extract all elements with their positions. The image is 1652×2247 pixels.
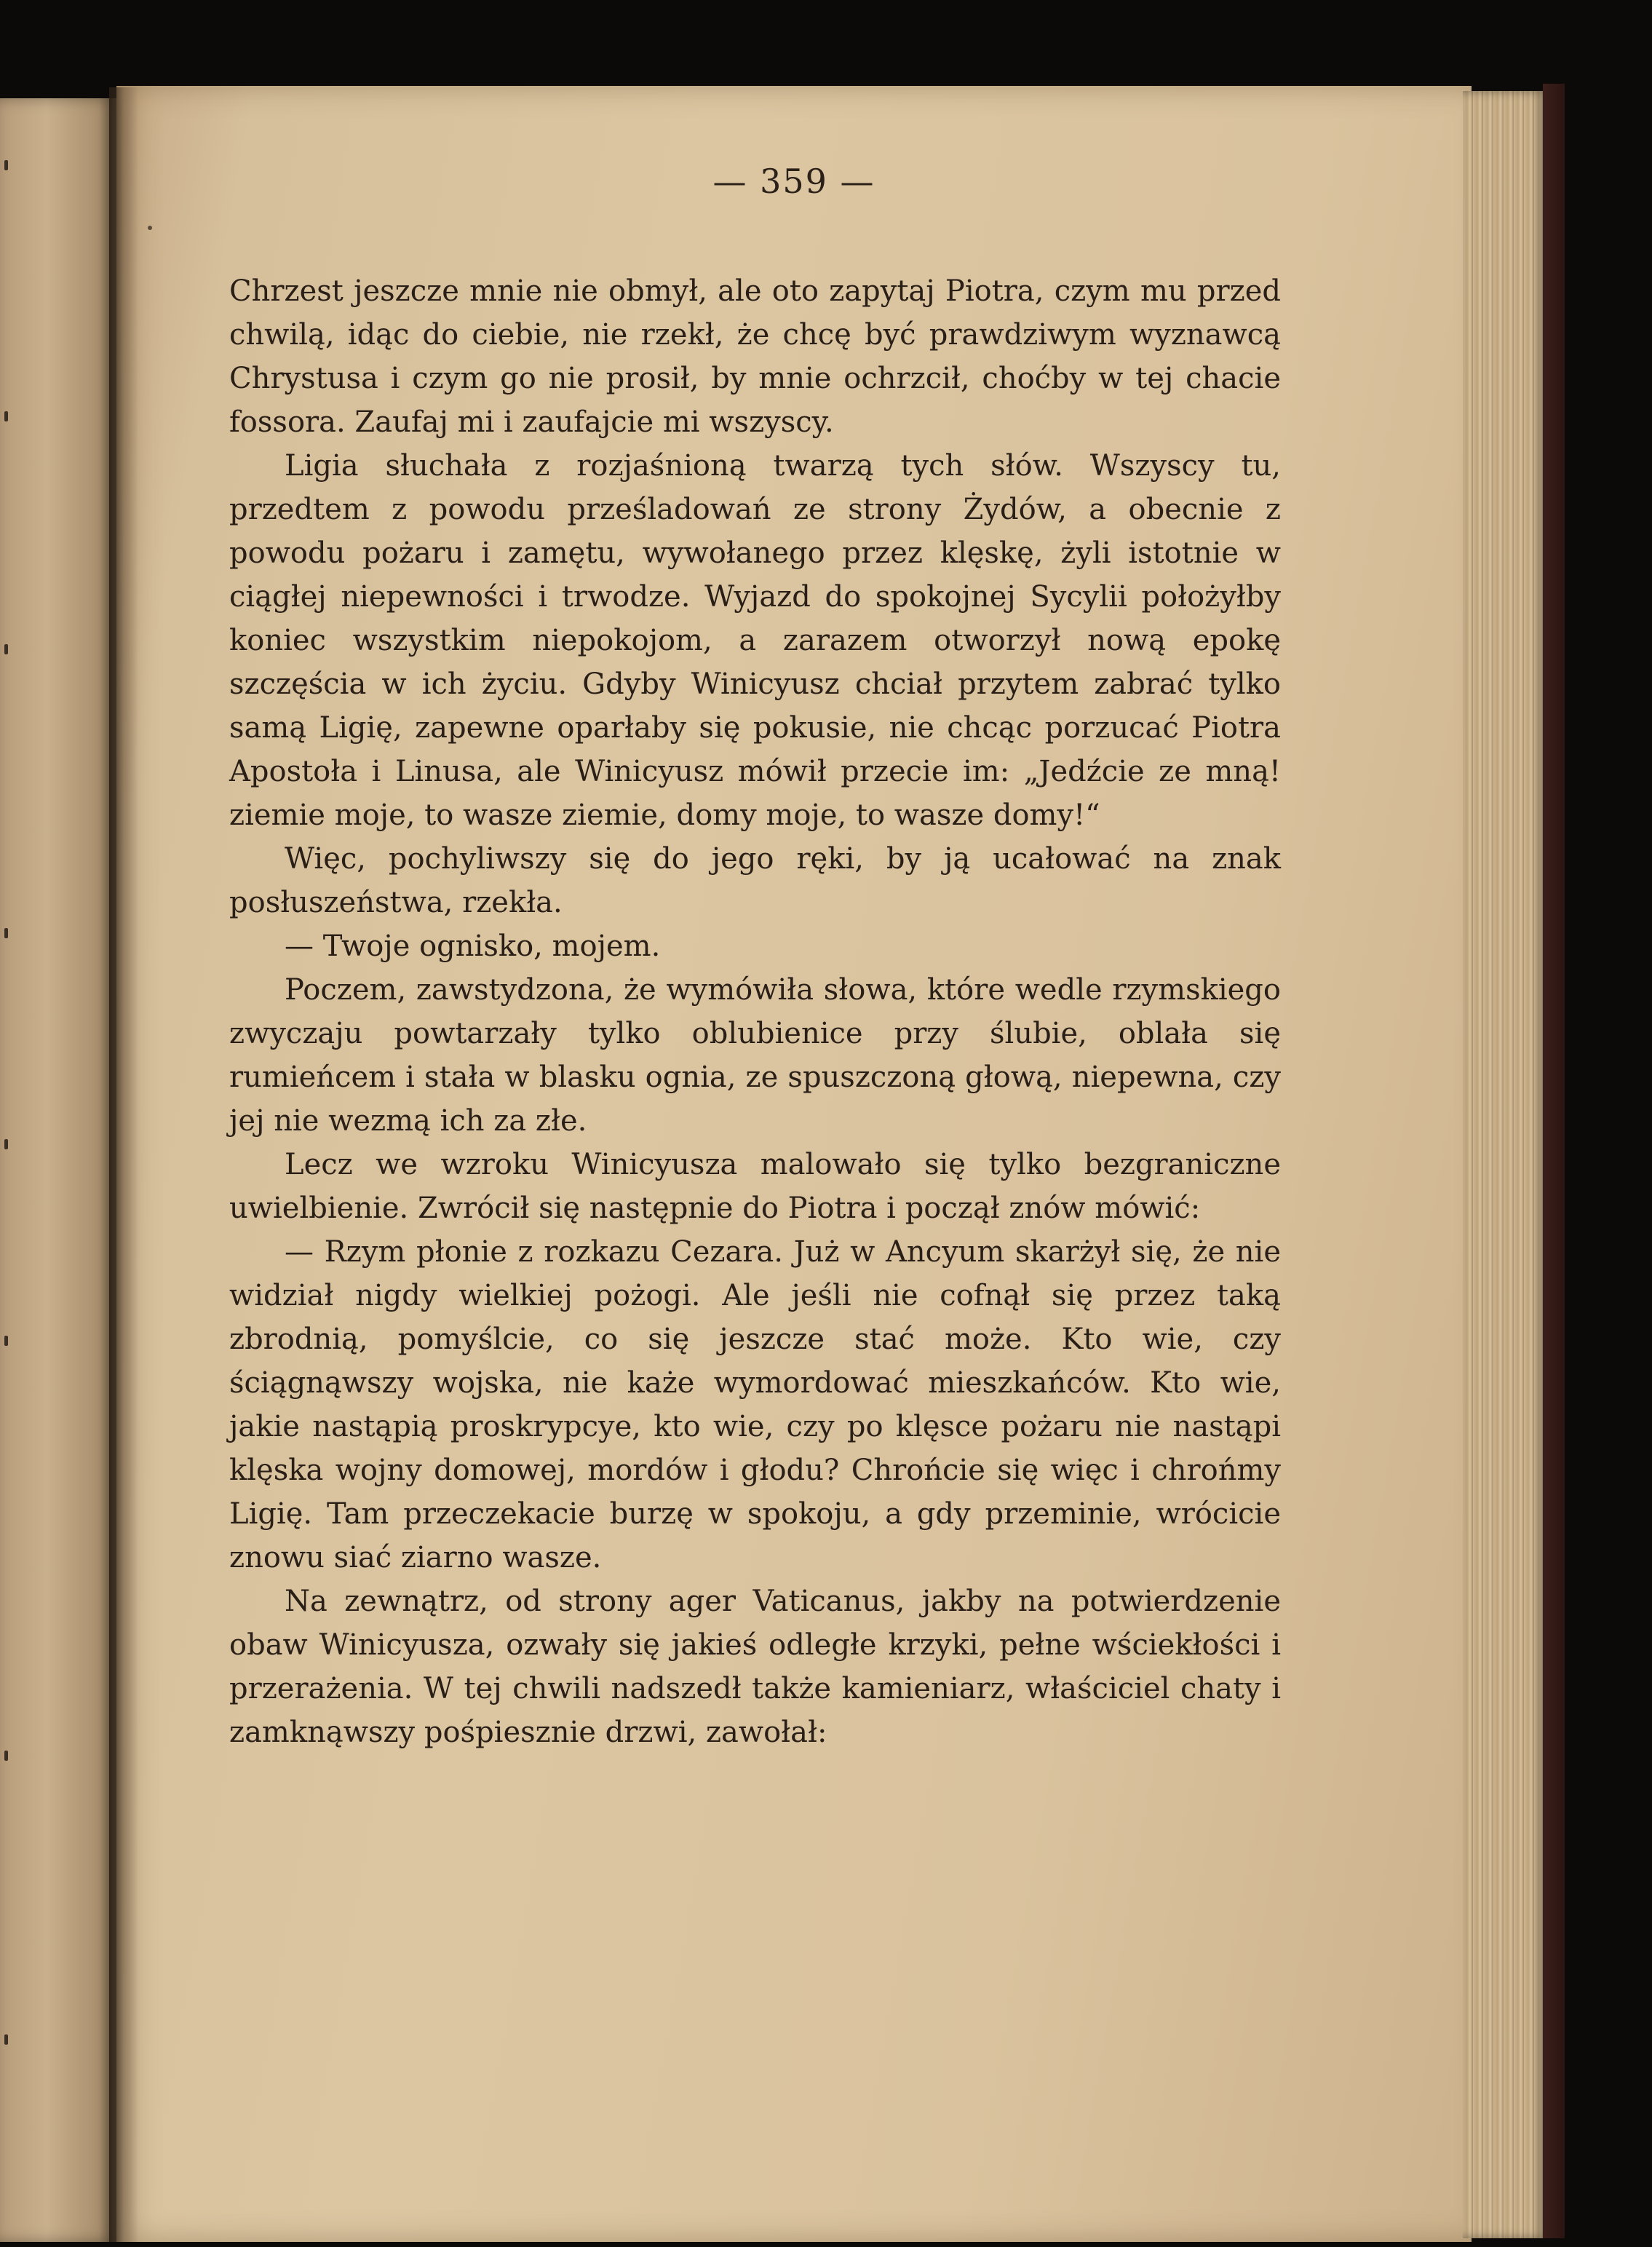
margin-mark [4, 2034, 8, 2045]
paragraph: Więc, pochyliwszy się do jego ręki, by ją ucałować na znak posłuszeństwa, rzekła. [229, 842, 1281, 919]
paragraph: Poczem, zawstydzona, że wymówiła słowa, które wedle rzymskiego zwyczaju powtarzały tylko oblubienice przy ślubie, oblała się rumieńcem i stała w blasku ognia, ze spuszczoną głową, niepewna, czy jej nie wezmą ich za złe. [229, 973, 1281, 1138]
previous-page-edge [0, 98, 116, 2242]
page-number: — 359 — [712, 162, 875, 201]
book-cover-edge [1543, 84, 1565, 2238]
page-gutter [109, 87, 138, 2242]
margin-mark [4, 1751, 8, 1761]
margin-mark [4, 928, 8, 938]
paragraph: — Twoje ognisko, mojem. [285, 930, 661, 963]
ink-speck [148, 226, 152, 230]
margin-mark [4, 644, 8, 654]
paragraph: Na zewnątrz, od strony ager Vaticanus, jakby na potwierdzenie obaw Winicyusza, ozwały się jakieś odległe krzyki, pełne wściekłości i przerażenia. W tej chwili nadszedł także kamieniarz, właściciel chaty i zamknąwszy pośpiesznie drzwi, zawołał: [229, 1585, 1281, 1749]
margin-mark [4, 1336, 8, 1346]
page-stack-edges [1463, 91, 1546, 2238]
paragraph: Ligia słuchała z rozjaśnioną twarzą tych słów. Wszyscy tu, przedtem z powodu prześladowań ze strony Żydów, a obecnie z powodu pożaru i zamętu, wywołanego przez klęskę, żyli istotnie w ciągłej niepewności i trwodze. Wyjazd do spokojnej Sycylii położyłby koniec wszystkim niepokojom, a zarazem otworzył nową epokę szczęścia w ich życiu. Gdyby Winicyusz chciał przytem zabrać tylko samą Ligię, zapewne oparłaby się pokusie, nie chcąc porzucać Piotra Apostoła i Linusa, ale Winicyusz mówił przecie im: „Jedźcie ze mną! ziemie moje, to wasze ziemie, domy moje, to wasze domy!“ [229, 449, 1281, 832]
body-text [229, 269, 1281, 1754]
paragraph: Chrzest jeszcze mnie nie obmył, ale oto zapytaj Piotra, czym mu przed chwilą, idąc do ciebie, nie rzekł, że chcę być prawdziwym wyznawcą Chrystusa i czym go nie prosił, by mnie ochrzcił, choćby w tej chacie fossora. Zaufaj mi i zaufajcie mi wszyscy. [229, 274, 1281, 439]
margin-mark [4, 160, 8, 170]
margin-mark [4, 1139, 8, 1149]
margin-mark [4, 411, 8, 421]
paragraph: — Rzym płonie z rozkazu Cezara. Już w Ancyum skarżył się, że nie widział nigdy wielkiej pożogi. Ale jeśli nie cofnął się przez taką zbrodnią, pomyślcie, co się jeszcze stać może. Kto wie, czy ściągnąwszy wojska, nie każe wymordować mieszkańców. Kto wie, jakie nastąpią proskrypcye, kto wie, czy po klęsce pożaru nie nastąpi klęska wojny domowej, mordów i głodu? Chrońcie się więc i chrońmy Ligię. Tam przeczekacie burzę w spokoju, a gdy przeminie, wrócicie znowu siać ziarno wasze. [229, 1235, 1281, 1574]
paragraph: Lecz we wzroku Winicyusza malowało się tylko bezgraniczne uwielbienie. Zwrócił się następnie do Piotra i począł znów mówić: [229, 1148, 1281, 1225]
